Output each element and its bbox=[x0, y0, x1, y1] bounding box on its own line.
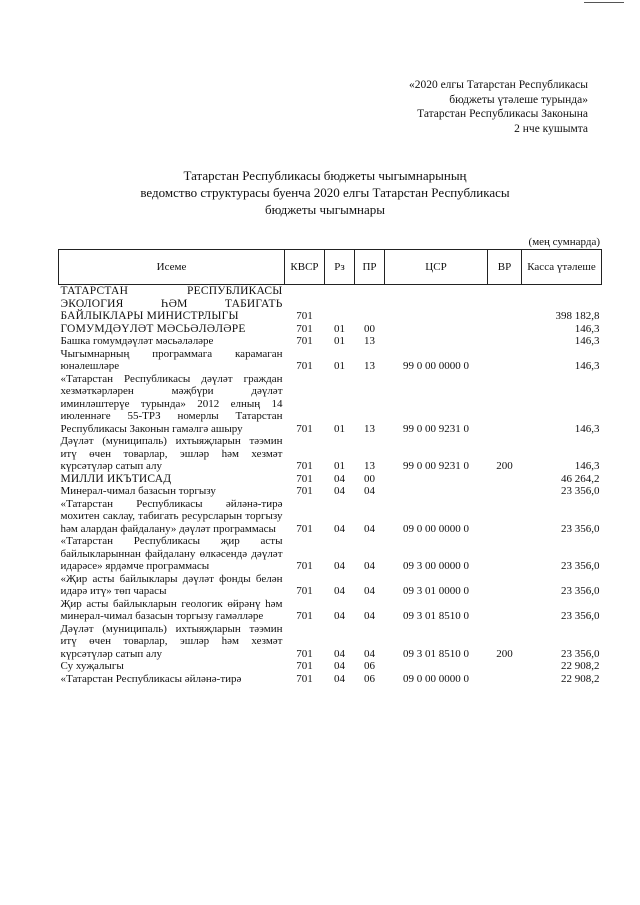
row-csr: 09 3 00 0000 0 bbox=[403, 560, 469, 572]
row-csr: 99 0 00 9231 0 bbox=[403, 460, 469, 472]
table-row bbox=[59, 435, 602, 473]
row-amount: 398 182,8 bbox=[555, 310, 600, 322]
row-csr bbox=[385, 485, 488, 498]
table-row bbox=[59, 623, 602, 661]
row-amount: 146,3 bbox=[574, 360, 600, 372]
row-csr bbox=[385, 285, 488, 323]
row-amount: 23 356,0 bbox=[561, 610, 600, 622]
row-amount: 46 264,2 bbox=[561, 472, 600, 485]
row-kvsr: 701 bbox=[296, 422, 313, 435]
row-name: Чыгымнарның программага карамаган юнәлешләре bbox=[60, 347, 283, 372]
row-name: Минерал-чимал базасын торгызу bbox=[60, 485, 216, 497]
table-row bbox=[59, 535, 602, 573]
document-title bbox=[60, 167, 590, 218]
row-rz: 04 bbox=[334, 485, 345, 497]
row-kvsr: 701 bbox=[296, 485, 313, 497]
row-name: «Татарстан Республикасы дәүләт граждан хезмәткәрләрен мәҗбүри дәүләт иминләштерүе турында» 2012 елның 14 июленнәге 55-ТРЗ номерлы Татарстан Республикасы Законын гамәлгә ашыру bbox=[60, 372, 283, 435]
table-row bbox=[59, 285, 602, 323]
table-row bbox=[59, 335, 602, 348]
row-pr: 00 bbox=[364, 322, 375, 335]
row-amount: 23 356,0 bbox=[561, 585, 600, 597]
row-name: ТАТАРСТАН РЕСПУБЛИКАСЫ ЭКОЛОГИЯ ҺӘМ ТАБИГАТЬ БАЙЛЫКЛАРЫ МИНИСТРЛЫГЫ bbox=[60, 285, 283, 322]
table-row bbox=[59, 473, 602, 486]
table-row bbox=[59, 660, 602, 673]
row-vr bbox=[488, 473, 522, 486]
row-pr: 13 bbox=[364, 360, 375, 372]
row-amount: 23 356,0 bbox=[561, 560, 600, 572]
row-pr: 04 bbox=[364, 585, 375, 597]
row-csr bbox=[385, 473, 488, 486]
row-kvsr: 701 bbox=[296, 360, 313, 372]
row-kvsr: 701 bbox=[296, 322, 313, 335]
row-kvsr: 701 bbox=[296, 610, 313, 622]
row-csr: 99 0 00 9231 0 bbox=[403, 422, 469, 435]
row-csr bbox=[385, 660, 488, 673]
row-kvsr: 701 bbox=[296, 560, 313, 572]
row-kvsr: 701 bbox=[296, 585, 313, 597]
row-csr: 09 0 00 0000 0 bbox=[403, 672, 469, 685]
row-pr: 13 bbox=[364, 422, 375, 435]
row-vr bbox=[488, 323, 522, 336]
annex-line-2: бюджеты үтәлеше турында» bbox=[449, 93, 588, 106]
row-rz bbox=[325, 285, 355, 323]
row-rz: 04 bbox=[334, 610, 345, 622]
row-csr: 09 3 01 0000 0 bbox=[403, 585, 469, 597]
header-csr: ЦСР bbox=[385, 250, 488, 285]
title-line-1: Татарстан Республикасы бюджеты чыгымнарының bbox=[183, 168, 467, 183]
row-vr bbox=[488, 335, 522, 348]
table-row bbox=[59, 598, 602, 623]
row-rz: 04 bbox=[334, 522, 345, 535]
row-csr: 09 3 01 8510 0 bbox=[403, 610, 469, 622]
row-rz: 04 bbox=[334, 472, 345, 485]
row-rz: 01 bbox=[334, 360, 345, 372]
row-kvsr: 701 bbox=[296, 310, 313, 322]
row-rz: 04 bbox=[334, 660, 345, 672]
row-amount: 23 356,0 bbox=[561, 522, 600, 535]
row-name: ГОМУМДӘҮЛӘТ МӘСЬӘЛӘЛӘРЕ bbox=[60, 322, 246, 335]
row-rz: 01 bbox=[334, 422, 345, 435]
row-name: Башка гомумдәүләт мәсьәләләре bbox=[60, 335, 214, 347]
row-rz: 04 bbox=[334, 672, 345, 685]
row-kvsr: 701 bbox=[296, 522, 313, 535]
row-name: Дәүләт (муниципаль) ихтыяҗларын тәэмин итү өчен товарлар, эшләр һәм хезмәт күрсәтүләр сатып алу bbox=[60, 622, 283, 660]
header-vr: ВР bbox=[488, 250, 522, 285]
row-csr bbox=[385, 323, 488, 336]
table-header-row bbox=[59, 250, 602, 285]
row-name: Җир асты байлыкларын геологик өйрәнү һәм минерал-чимал базасын торгызу гамәлләре bbox=[60, 597, 283, 622]
table-row bbox=[59, 673, 602, 686]
row-vr bbox=[488, 285, 522, 323]
row-amount: 22 908,2 bbox=[561, 660, 600, 672]
row-vr bbox=[488, 373, 522, 436]
unit-note: (мең сумнарда) bbox=[528, 236, 600, 248]
row-csr: 09 0 00 0000 0 bbox=[403, 522, 469, 535]
row-pr: 04 bbox=[364, 560, 375, 572]
title-line-3: бюджеты чыгымнары bbox=[264, 202, 386, 217]
row-pr: 04 bbox=[364, 647, 375, 660]
annex-line-3: Татарстан Республикасы Законына bbox=[417, 108, 588, 120]
row-vr: 200 bbox=[496, 647, 513, 660]
row-name: «Татарстан Республикасы җир асты байлыкларыннан файдалану өлкәсендә дәүләт идарәсе» ярдәмче программасы bbox=[60, 535, 283, 572]
row-kvsr: 701 bbox=[296, 647, 313, 660]
row-amount: 22 908,2 bbox=[561, 672, 600, 685]
table-row bbox=[59, 573, 602, 598]
row-vr bbox=[488, 498, 522, 536]
row-csr: 99 0 00 0000 0 bbox=[403, 360, 469, 372]
row-pr: 13 bbox=[364, 335, 375, 347]
row-kvsr: 701 bbox=[296, 472, 313, 485]
table-row bbox=[59, 498, 602, 536]
row-amount: 146,3 bbox=[574, 335, 600, 347]
row-pr: 04 bbox=[364, 485, 375, 497]
row-csr: 09 3 01 8510 0 bbox=[403, 647, 469, 660]
row-name: Дәүләт (муниципаль) ихтыяҗларын тәэмин итү өчен товарлар, эшләр һәм хезмәт күрсәтүләр сатып алу bbox=[60, 435, 283, 472]
row-name: «Татарстан Республикасы әйләнә-тирә bbox=[60, 672, 242, 685]
row-pr: 00 bbox=[364, 472, 375, 485]
row-rz: 01 bbox=[334, 335, 345, 347]
header-rz: Рз bbox=[325, 250, 355, 285]
row-kvsr: 701 bbox=[296, 335, 313, 347]
annex-line-4: 2 нче кушымта bbox=[514, 122, 588, 135]
annex-note bbox=[409, 78, 588, 136]
row-pr: 04 bbox=[364, 610, 375, 622]
row-rz: 01 bbox=[334, 322, 345, 335]
row-amount: 23 356,0 bbox=[561, 647, 600, 660]
row-rz: 04 bbox=[334, 560, 345, 572]
table-row bbox=[59, 323, 602, 336]
row-vr bbox=[488, 348, 522, 373]
row-rz: 04 bbox=[334, 585, 345, 597]
header-amount: Касса үтәлеше bbox=[522, 250, 602, 285]
row-pr: 04 bbox=[364, 522, 375, 535]
top-edge-line bbox=[584, 2, 624, 3]
row-vr bbox=[488, 535, 522, 573]
row-pr: 06 bbox=[364, 660, 375, 672]
row-vr bbox=[488, 660, 522, 673]
expenditure-table bbox=[58, 249, 602, 685]
annex-line-1: «2020 елгы Татарстан Республикасы bbox=[408, 79, 588, 91]
row-rz: 04 bbox=[334, 647, 345, 660]
row-amount: 146,3 bbox=[574, 322, 600, 335]
row-kvsr: 701 bbox=[296, 672, 313, 685]
row-pr: 06 bbox=[364, 672, 375, 685]
row-vr bbox=[488, 598, 522, 623]
row-amount: 23 356,0 bbox=[561, 485, 600, 497]
header-pr: ПР bbox=[355, 250, 385, 285]
table-row bbox=[59, 348, 602, 373]
header-name: Исеме bbox=[59, 250, 285, 285]
row-amount: 146,3 bbox=[574, 422, 600, 435]
row-name: Су хуҗалыгы bbox=[60, 660, 124, 672]
row-vr bbox=[488, 573, 522, 598]
title-line-2: ведомство структурасы буенча 2020 елгы Татарстан Республикасы bbox=[140, 185, 510, 200]
row-vr bbox=[488, 485, 522, 498]
row-vr bbox=[488, 673, 522, 686]
row-pr: 13 bbox=[364, 460, 375, 472]
row-name: «Татарстан Республикасы әйләнә-тирә мохитен саклау, табигать ресурсларын торгызу һәм алардан файдалану» дәүләт программасы bbox=[60, 497, 283, 535]
table-row bbox=[59, 485, 602, 498]
row-amount: 146,3 bbox=[574, 460, 600, 472]
row-pr bbox=[355, 285, 385, 323]
row-name: МИЛЛИ ИКЪТИСАД bbox=[60, 472, 172, 485]
row-kvsr: 701 bbox=[296, 660, 313, 672]
table-row bbox=[59, 373, 602, 436]
header-kvsr: КВСР bbox=[285, 250, 325, 285]
row-name: «Җир асты байлыклары дәүләт фонды белән идарә итү» төп чарасы bbox=[60, 572, 283, 597]
row-vr: 200 bbox=[496, 460, 513, 472]
row-rz: 01 bbox=[334, 460, 345, 472]
row-kvsr: 701 bbox=[296, 460, 313, 472]
row-csr bbox=[385, 335, 488, 348]
